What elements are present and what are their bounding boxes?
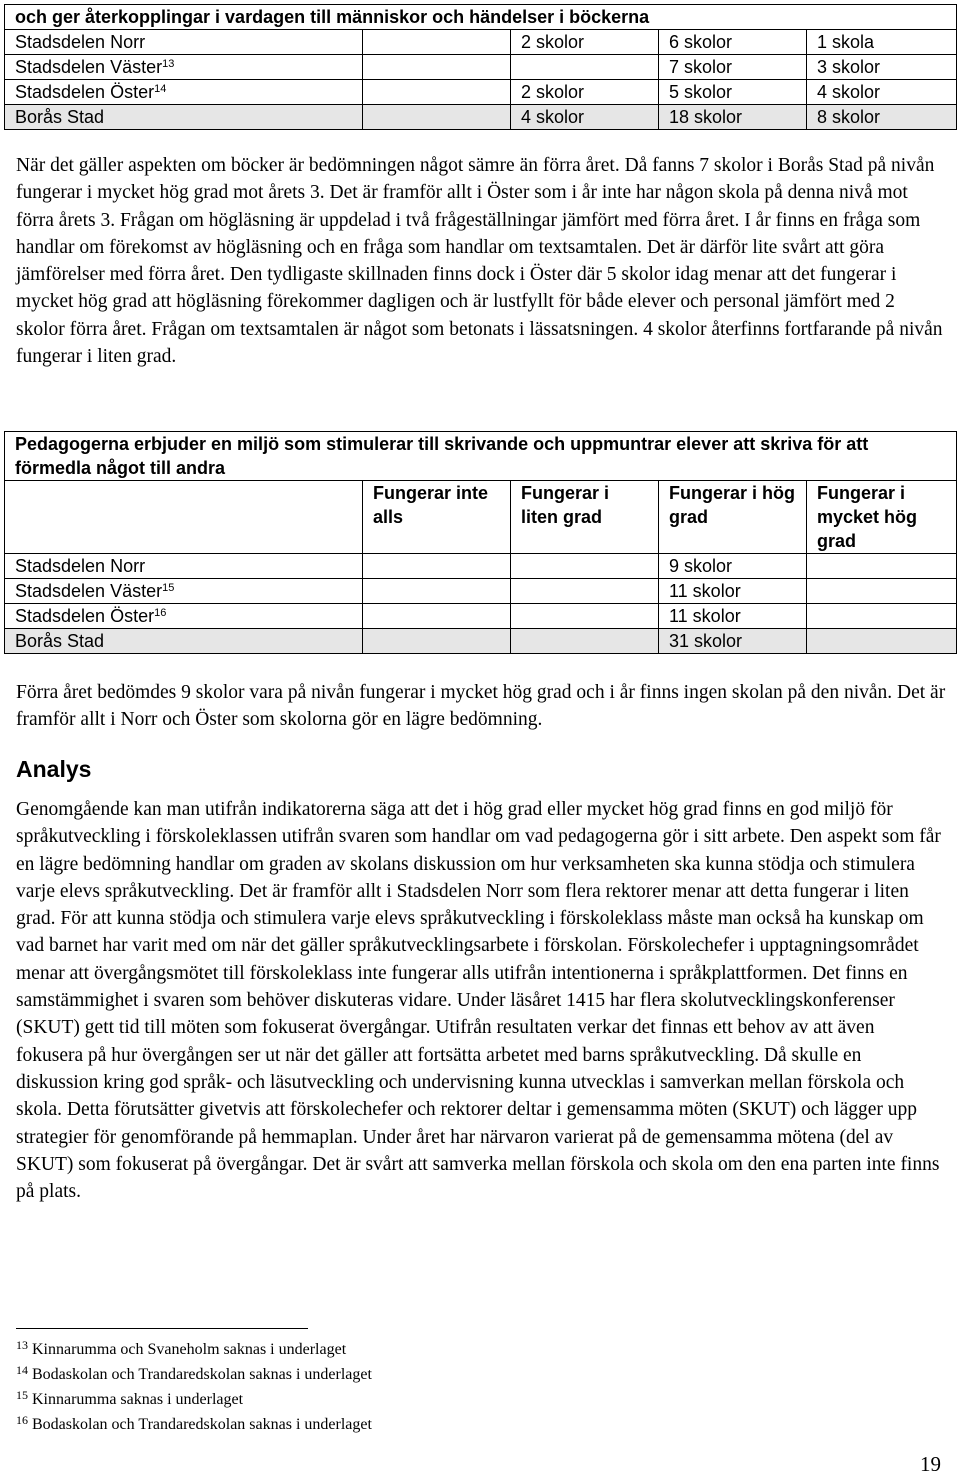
- cell: 3 skolor: [807, 55, 957, 80]
- row-label: Stadsdelen Väster$^{15}$: [5, 579, 363, 604]
- row-label: Stadsdelen Väster$^{13}$: [5, 55, 363, 80]
- cell: [363, 554, 511, 579]
- cell: [363, 629, 511, 654]
- cell: [363, 579, 511, 604]
- header-cell: Fungerar i liten grad: [511, 481, 659, 554]
- footnote: $^{16}$ Bodaskolan och Trandaredskolan saknas i underlaget: [16, 1413, 372, 1433]
- footnote: $^{13}$ Kinnarumma och Svaneholm saknas i underlaget: [16, 1338, 347, 1358]
- table-row: [5, 55, 957, 80]
- section-heading-analys: Analys: [16, 756, 92, 782]
- footnote-ref: 14: [154, 83, 167, 95]
- cell: 7 skolor: [659, 55, 807, 80]
- cell: [511, 604, 659, 629]
- cell: [511, 554, 659, 579]
- row-label: Borås Stad: [5, 629, 363, 654]
- table-row: [5, 554, 957, 579]
- page-number: 19: [920, 1452, 941, 1476]
- cell: 2 skolor: [511, 80, 659, 105]
- cell: 11 skolor: [659, 579, 807, 604]
- table-row-total: [5, 105, 957, 130]
- cell: [511, 629, 659, 654]
- cell: 1 skola: [807, 30, 957, 55]
- header-cell: Fungerar i mycket hög grad: [807, 481, 957, 554]
- cell: [511, 579, 659, 604]
- footnote-ref: 13: [162, 58, 175, 70]
- footnote-divider: [16, 1328, 308, 1329]
- results-table-writing: [4, 431, 957, 654]
- cell: [511, 55, 659, 80]
- header-cell: Fungerar inte alls: [363, 481, 511, 554]
- paragraph-writing-comparison: Förra året bedömdes 9 skolor vara på nivån fungerar i mycket hög grad och i år finns ingen skolan på den nivån. Det är framför allt i Norr och Öster som skolorna gör en lägre bedömning.: [16, 682, 946, 731]
- table-row: [5, 604, 957, 629]
- cell: 4 skolor: [511, 105, 659, 130]
- paragraph-analysis: Genomgående kan man utifrån indikatorerna säga att det i hög grad eller mycket hög grad finns en god miljö för språkutveckling i förskoleklassen utifrån svaren som handlar om vad pedagogerna gör i sitt arbete. Den aspekt som får en lägre bedömning handlar om graden av skolans diskussion om hur verksamheten ska kunna stödja och stimulera varje elevs språkutveckling. Det är framför allt i Stadsdelen Norr som flera rektorer menar att detta fungerar i liten grad. För att kunna stödja och stimulera varje elevs språkutveckling i förskoleklass måste man också ha kunskap om vad barnet har varit med om när det gäller språkutvecklingsarbete i förskolan. Förskolechefer i upptagningsområdet menar att övergångsmötet till förskoleklass inte fungerar alls utifrån intentionerna i språkplattformen. Det finns en samstämmighet i svaren som behöver diskuteras vidare. Under läsåret 1415 har flera skolutvecklingskonferenser (SKUT) gett tid till möten som fokuserat övergångar. Utifrån resultaten verkar det finnas ett behov av att även fokusera på hur övergången ser ut när det gäller att fortsätta arbetet med barns språkutveckling. Då skulle en diskussion kring god språk- och läsutveckling och undervisning kunna utvecklas i samverkan mellan förskola och skola. Detta förutsätter givetvis att förskolechefer och rektorer deltar i gemensamma möten (SKUT) och lägger upp strategier för genomförande på hemmaplan. Under året har närvaron varierat på de gemensamma mötena (del av SKUT) som fokuserat på övergångar. Det är svårt att samverka mellan förskola och skola om den ena parten inte finns på plats.: [16, 799, 941, 1203]
- table-caption: och ger återkopplingar i vardagen till människor och händelser i böckerna: [5, 5, 957, 30]
- cell: [807, 629, 957, 654]
- results-table-books: [4, 4, 957, 130]
- table-caption: Pedagogerna erbjuder en miljö som stimulerar till skrivande och uppmuntrar elever att skriva för att förmedla något till andra: [5, 432, 957, 481]
- cell: [363, 604, 511, 629]
- cell: 2 skolor: [511, 30, 659, 55]
- cell: 4 skolor: [807, 80, 957, 105]
- table-row-total: [5, 629, 957, 654]
- cell: [363, 30, 511, 55]
- cell: 5 skolor: [659, 80, 807, 105]
- cell: 31 skolor: [659, 629, 807, 654]
- table-row: [5, 80, 957, 105]
- row-label: Borås Stad: [5, 105, 363, 130]
- cell: [807, 579, 957, 604]
- header-cell-empty: [5, 481, 363, 554]
- cell: 18 skolor: [659, 105, 807, 130]
- cell: [807, 554, 957, 579]
- cell: 11 skolor: [659, 604, 807, 629]
- header-cell: Fungerar i hög grad: [659, 481, 807, 554]
- table-row: [5, 30, 957, 55]
- cell: [363, 105, 511, 130]
- row-label: Stadsdelen Norr: [5, 30, 363, 55]
- footnote-ref: 16: [154, 607, 167, 619]
- cell: 9 skolor: [659, 554, 807, 579]
- cell: [807, 604, 957, 629]
- cell: 8 skolor: [807, 105, 957, 130]
- row-label: Stadsdelen Öster$^{16}$: [5, 604, 363, 629]
- footnote: $^{15}$ Kinnarumma saknas i underlaget: [16, 1388, 244, 1408]
- cell: [363, 80, 511, 105]
- paragraph-books-analysis: När det gäller aspekten om böcker är bedömningen något sämre än förra året. Då fanns 7 skolor i Borås Stad på nivån fungerar i mycket hög grad mot årets 3. Det är framför allt i Öster som i år inte har någon skola på denna nivå mot förra årets 3. Frågan om högläsning är uppdelad i två frågeställningar jämfört med förra året. I år finns en fråga som handlar om förekomst av högläsning och en fråga som handlar om textsamtalen. Det är därför lite svårt att göra jämförelser med förra året. Den tydligaste skillnaden finns dock i Öster där 5 skolor idag menar att det fungerar i mycket hög grad att högläsning förekommer dagligen och är lustfyllt för både elever och personal jämfört med 2 skolor förra året. Frågan om textsamtalen är något som betonats i lässatsningen. 4 skolor återfinns fortfarande på nivån fungerar i liten grad.: [16, 155, 943, 368]
- footnote-ref: 15: [162, 582, 175, 594]
- table-row: [5, 579, 957, 604]
- cell: 6 skolor: [659, 30, 807, 55]
- cell: [363, 55, 511, 80]
- row-label: Stadsdelen Norr: [5, 554, 363, 579]
- row-label: Stadsdelen Öster$^{14}$: [5, 80, 363, 105]
- footnote: $^{14}$ Bodaskolan och Trandaredskolan saknas i underlaget: [16, 1363, 372, 1383]
